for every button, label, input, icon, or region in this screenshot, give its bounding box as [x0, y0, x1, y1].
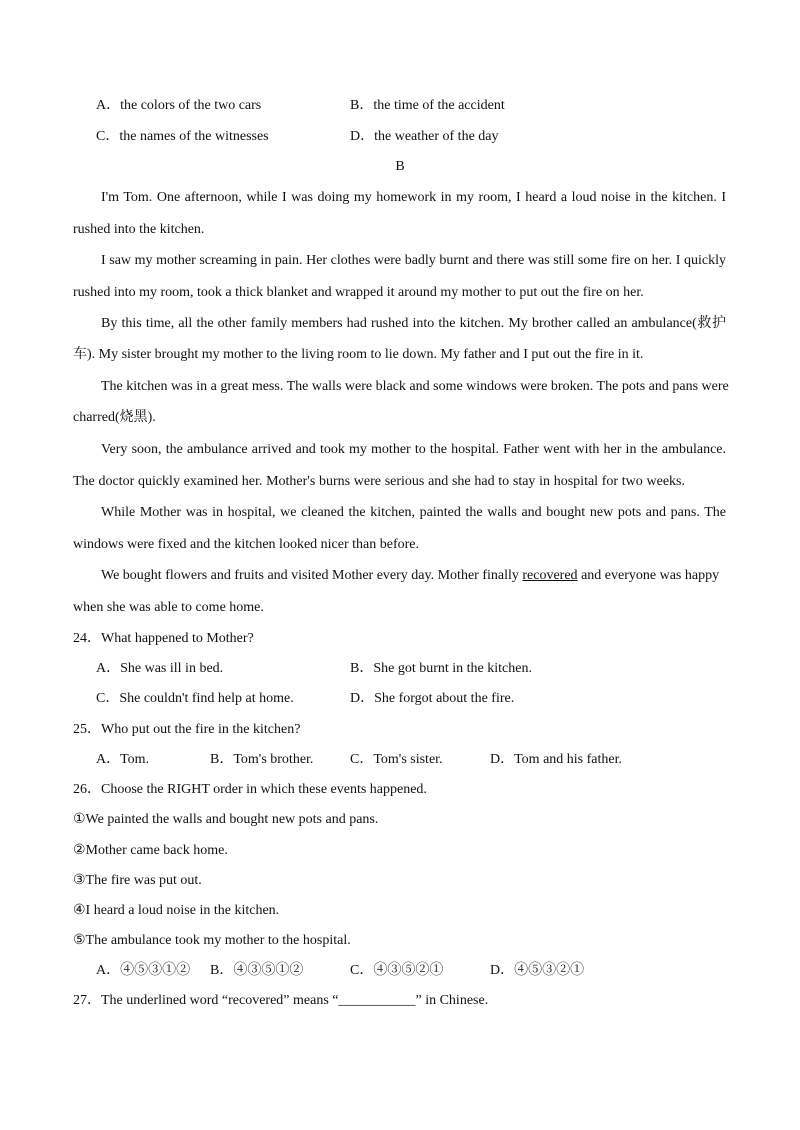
q26-event-1: ①We painted the walls and bought new pots and pans. [73, 812, 379, 827]
passage-p3-line1: By this time, all the other family members had rushed into the kitchen. My brother called an ambulance(救护 [101, 316, 726, 331]
passage-p6-line1: While Mother was in hospital, we cleaned the kitchen, painted the walls and bought new pots and pans. The [101, 505, 726, 520]
q26-option-d: D．④⑤③②① [490, 963, 585, 978]
q25-stem: 25．Who put out the fire in the kitchen? [73, 722, 301, 737]
passage-p7-after: and everyone was happy [577, 568, 720, 583]
q26-event-2: ②Mother came back home. [73, 843, 228, 858]
q26-option-a: A．④⑤③①② [96, 963, 191, 978]
q26-option-b: B．④③⑤①② [210, 963, 304, 978]
passage-p4-line2: charred(烧黑). [73, 410, 156, 425]
passage-p2-line2: rushed into my room, took a thick blanket and wrapped it around my mother to put out the fire on her. [73, 285, 644, 300]
section-heading: B [395, 159, 405, 174]
q24-stem: 24．What happened to Mother? [73, 631, 254, 646]
prev-option-b: B．the time of the accident [350, 98, 505, 113]
q27-stem: 27．The underlined word “recovered” means “___________” in Chinese. [73, 993, 489, 1008]
passage-p6-line2: windows were fixed and the kitchen looked nicer than before. [73, 537, 419, 552]
q24-option-b: B．She got burnt in the kitchen. [350, 661, 532, 676]
q26-stem: 26．Choose the RIGHT order in which these events happened. [73, 782, 427, 797]
q24-option-a: A．She was ill in bed. [96, 661, 224, 676]
prev-option-c: C．the names of the witnesses [96, 129, 269, 144]
q26-event-3: ③The fire was put out. [73, 873, 202, 888]
passage-p7-line1 [101, 567, 726, 585]
passage-p5-line1: Very soon, the ambulance arrived and took my mother to the hospital. Father went with her in the ambulance. [101, 442, 726, 457]
passage-p7-line2: when she was able to come home. [73, 600, 264, 615]
q25-option-a: A．Tom. [96, 752, 150, 767]
q26-event-5: ⑤The ambulance took my mother to the hospital. [73, 933, 351, 948]
q25-option-c: C．Tom's sister. [350, 752, 443, 767]
q26-event-4: ④I heard a loud noise in the kitchen. [73, 903, 280, 918]
prev-option-a: A．the colors of the two cars [96, 98, 262, 113]
q25-option-d: D．Tom and his father. [490, 752, 622, 767]
passage-p5-line2: The doctor quickly examined her. Mother's burns were serious and she had to stay in hospital for two weeks. [73, 474, 685, 489]
q25-option-b: B．Tom's brother. [210, 752, 314, 767]
passage-p7-before: We bought flowers and fruits and visited Mother every day. Mother finally [101, 568, 523, 583]
q24-option-c: C．She couldn't find help at home. [96, 691, 294, 706]
prev-option-d: D．the weather of the day [350, 129, 499, 144]
passage-p1-line2: rushed into the kitchen. [73, 222, 205, 237]
q26-option-c: C．④③⑤②① [350, 963, 444, 978]
passage-p3-line2: 车). My sister brought my mother to the living room to lie down. My father and I put out the fire in it. [73, 347, 644, 362]
passage-p1-line1: I'm Tom. One afternoon, while I was doing my homework in my room, I heard a loud noise in the kitchen. I [101, 190, 726, 205]
underlined-word-recovered: recovered [522, 568, 578, 583]
passage-p4-line1: The kitchen was in a great mess. The walls were black and some windows were broken. The pots and pans were [101, 379, 729, 394]
passage-p2-line1: I saw my mother screaming in pain. Her clothes were badly burnt and there was still some fire on her. I quickly [101, 253, 726, 268]
q24-option-d: D．She forgot about the fire. [350, 691, 515, 706]
